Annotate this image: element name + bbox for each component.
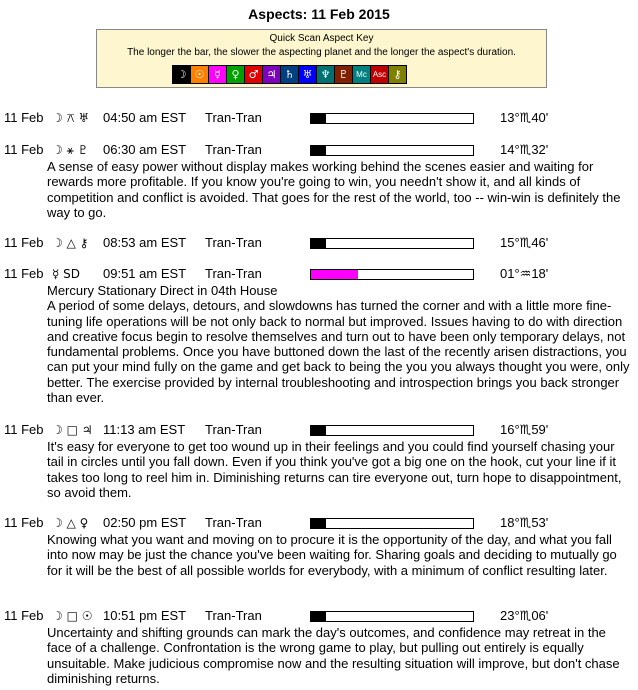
aspect-header [0,141,638,159]
aspect-entry [0,421,638,500]
aspect-type: Tran-Tran [205,142,262,157]
midheaven-icon: Mc [353,66,370,83]
duration-bar-fill [311,146,326,155]
aspect-time: 08:53 am EST [103,235,187,250]
pluto-icon: ♇ [335,66,352,83]
aspect-position: 16°♏59' [500,422,549,437]
aspect-time: 10:51 pm EST [103,608,187,623]
aspect-glyphs: ☿ SD [52,267,81,281]
aspect-time: 09:51 am EST [103,266,187,281]
duration-bar [310,425,474,436]
aspect-entry [0,109,638,127]
duration-bar [310,518,474,529]
aspect-type: Tran-Tran [205,608,262,623]
aspect-date: 11 Feb [4,422,44,437]
duration-bar-fill [311,114,326,123]
aspect-entry [0,234,638,252]
aspect-time: 04:50 am EST [103,110,187,125]
aspect-position: 14°♏32' [500,142,549,157]
aspect-entry [0,607,638,686]
quick-scan-aspect-key [96,29,547,88]
aspect-description: Knowing what you want and moving on to procure it is the opportunity of the day, and what you fall into now may be just the chance you've been waiting for. Sharing goals and deciding to mutually go for it will be the best of all possible worlds for everybody, with a minimum of conflict resulting later. [47,532,617,578]
aspect-time: 02:50 pm EST [103,515,187,530]
aspect-position: 23°♏06' [500,608,549,623]
mercury-icon: ☿ [209,66,226,83]
duration-bar [310,611,474,622]
duration-bar-fill [311,519,326,528]
aspect-type: Tran-Tran [205,235,262,250]
aspect-date: 11 Feb [4,235,44,250]
aspect-header [0,265,638,283]
aspect-type: Tran-Tran [205,515,262,530]
jupiter-icon: ♃ [263,66,280,83]
aspect-time: 11:13 am EST [103,422,186,437]
chiron-icon: ⚷ [389,66,406,83]
aspect-glyphs: ☽ ⚹ ♇ [52,143,89,157]
aspect-glyphs: ☽ △ ♀ [52,516,89,530]
aspect-type: Tran-Tran [205,110,262,125]
aspect-date: 11 Feb [4,515,44,530]
key-description: The longer the bar, the slower the aspecting planet and the longer the aspect's duration. [127,47,516,58]
uranus-icon: ♅ [299,66,316,83]
duration-bar [310,113,474,124]
aspect-position: 01°♒18' [500,266,549,281]
duration-bar-fill [311,612,326,621]
mars-icon: ♂ [245,66,262,83]
aspect-glyphs: ☽ □ ♃ [52,423,93,437]
aspect-glyphs: ☽ ⚻ ♅ [52,111,90,125]
aspect-description: A sense of easy power without display makes working behind the scenes easier and waiting for rewards more profitable. If you know you're going to win, you needn't show it, and all kinds of competition and conflict is avoided. That goes for the rest of the world, too -- win-win is definitely the way to go. [47,159,621,220]
page-title: Aspects: 11 Feb 2015 [248,6,390,22]
aspect-description: A period of some delays, detours, and slowdowns has turned the corner and with a little more fine-tuning life operations will be not only back to normal but improved. Issues having to do with direction and creative focus begin to resolve themselves and turn out to have been only temporary delays, not fundamental problems. Once you have buttoned down the last of the recently arisen distractions, you can put your mind fully on the game and get back to being the you you always thought you were, only better. The exercise provided by internal troubleshooting and introspection brings you back stronger than ever. [47,298,630,406]
ascendant-icon: Asc [371,66,388,83]
key-title: Quick Scan Aspect Key [269,33,374,44]
aspect-header [0,514,638,532]
duration-bar-fill [311,426,326,435]
aspect-time: 06:30 am EST [103,142,187,157]
duration-bar-fill [311,239,326,248]
venus-icon: ♀ [227,66,244,83]
aspect-date: 11 Feb [4,142,44,157]
aspect-date: 11 Feb [4,266,44,281]
aspect-glyphs: ☽ △ ⚷ [52,236,89,250]
aspect-entry [0,141,638,220]
aspect-position: 15°♏46' [500,235,549,250]
duration-bar-fill [311,270,358,279]
aspect-header [0,421,638,439]
aspect-position: 13°♏40' [500,110,549,125]
sun-icon: ☉ [191,66,208,83]
aspect-entry [0,514,638,578]
aspect-description: It's easy for everyone to get too wound up in their feelings and you could find yourself chasing your tail in circles until you fall down. Even if you think you've got a big one on the hook, cut your line if it takes too long to reel him in. Diminishing returns can tire everyone out, turn hope to disappointment, so avoid them. [47,439,622,500]
aspect-header [0,607,638,625]
aspect-glyphs: ☽ □ ☉ [52,609,93,623]
planet-legend [172,65,407,84]
aspect-header [0,109,638,127]
duration-bar [310,145,474,156]
aspect-type: Tran-Tran [205,266,262,281]
aspect-subtitle: Mercury Stationary Direct in 04th House [47,283,278,298]
saturn-icon: ♄ [281,66,298,83]
aspect-date: 11 Feb [4,608,44,623]
duration-bar [310,269,474,280]
aspect-description: Uncertainty and shifting grounds can mark the day's outcomes, and confidence may retreat in the face of a challenge. Confrontation is the wrong game to play, but pulling out entirely is equally unsuitable. Make judicious compromise now and the resulting situation will improve, but don't chase diminishing returns. [47,625,620,686]
aspect-date: 11 Feb [4,110,44,125]
aspect-header [0,234,638,252]
aspect-position: 18°♏53' [500,515,549,530]
neptune-icon: ♆ [317,66,334,83]
moon-icon: ☽ [173,66,190,83]
aspect-entry [0,265,638,405]
duration-bar [310,238,474,249]
aspect-type: Tran-Tran [205,422,262,437]
